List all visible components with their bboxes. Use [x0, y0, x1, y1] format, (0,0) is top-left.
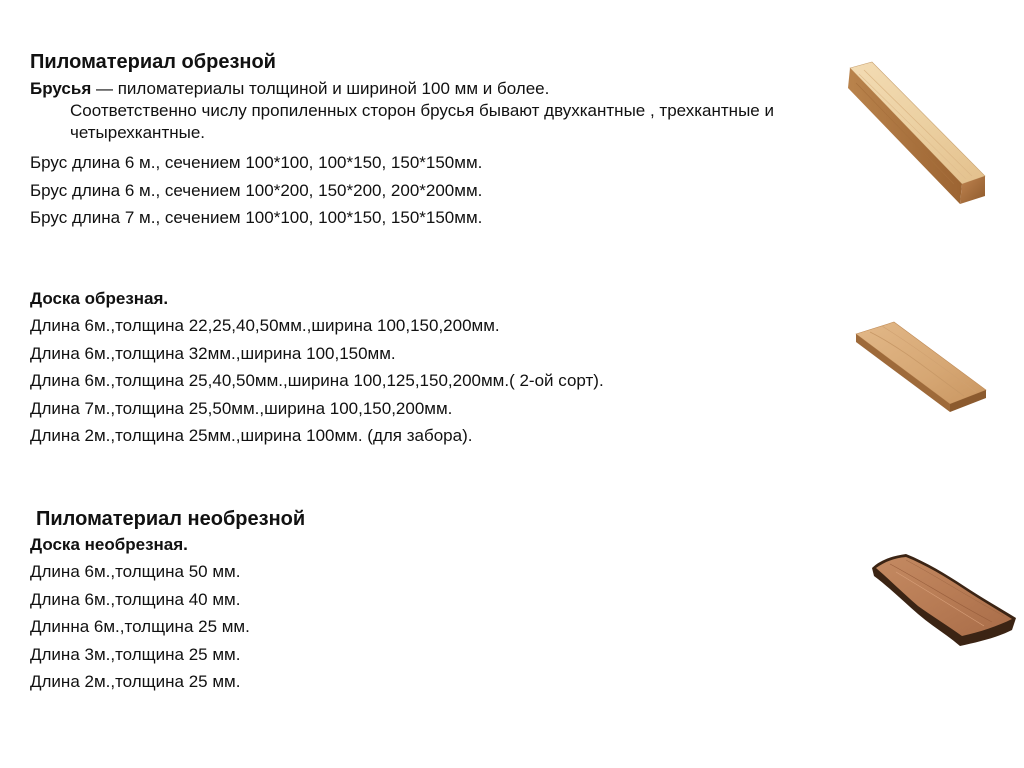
unedged-board-image	[866, 550, 1020, 650]
beams-definition-rest: Соответственно числу пропиленных сторон брусья бывают двухкантные , трехкантные и четырехкантные.	[70, 101, 774, 142]
section-edged-lumber	[30, 49, 820, 232]
unedged-board-item: Длина 2м.,толщина 25 мм.	[30, 672, 241, 691]
beams-term: Брусья	[30, 79, 92, 98]
unedged-board-item: Длина 6м.,толщина 50 мм.	[30, 562, 241, 581]
beams-definition-first: — пиломатериалы толщиной и шириной 100 мм и более.	[91, 79, 550, 98]
beams-definition	[30, 78, 810, 144]
edged-board-item: Длина 2м.,толщина 25мм.,ширина 100мм. (для забора).	[30, 426, 473, 445]
edged-board-item: Длина 7м.,толщина 25,50мм.,ширина 100,150,200мм.	[30, 398, 453, 418]
edged-board-image	[852, 318, 990, 418]
section-unedged-lumber	[30, 506, 820, 696]
beam-item: Брус длина 7 м., сечением 100*100, 100*150, 150*150мм.	[30, 208, 483, 227]
unedged-board-item: Длинна 6м.,толщина 25 мм.	[30, 617, 250, 636]
unedged-board-item: Длина 6м.,толщина 40 мм.	[30, 589, 241, 609]
section-unedged-title: Пиломатериал необрезной	[36, 508, 306, 530]
edged-board-title: Доска обрезная.	[30, 289, 169, 308]
section-edged-title: Пиломатериал обрезной	[30, 51, 276, 73]
unedged-board-item: Длина 3м.,толщина 25 мм.	[30, 644, 241, 664]
section-edged-board	[30, 286, 820, 450]
edged-board-item: Длина 6м.,толщина 25,40,50мм.,ширина 100,125,150,200мм.( 2-ой сорт).	[30, 371, 604, 390]
edged-board-item: Длина 6м.,толщина 22,25,40,50мм.,ширина 100,150,200мм.	[30, 316, 500, 335]
beam-item: Брус длина 6 м., сечением 100*200, 150*200, 200*200мм.	[30, 180, 483, 200]
unedged-board-title: Доска необрезная.	[30, 535, 188, 554]
beam-item: Брус длина 6 м., сечением 100*100, 100*150, 150*150мм.	[30, 153, 483, 172]
edged-board-item: Длина 6м.,толщина 32мм.,ширина 100,150мм.	[30, 343, 396, 363]
wooden-beam-image	[842, 58, 990, 208]
